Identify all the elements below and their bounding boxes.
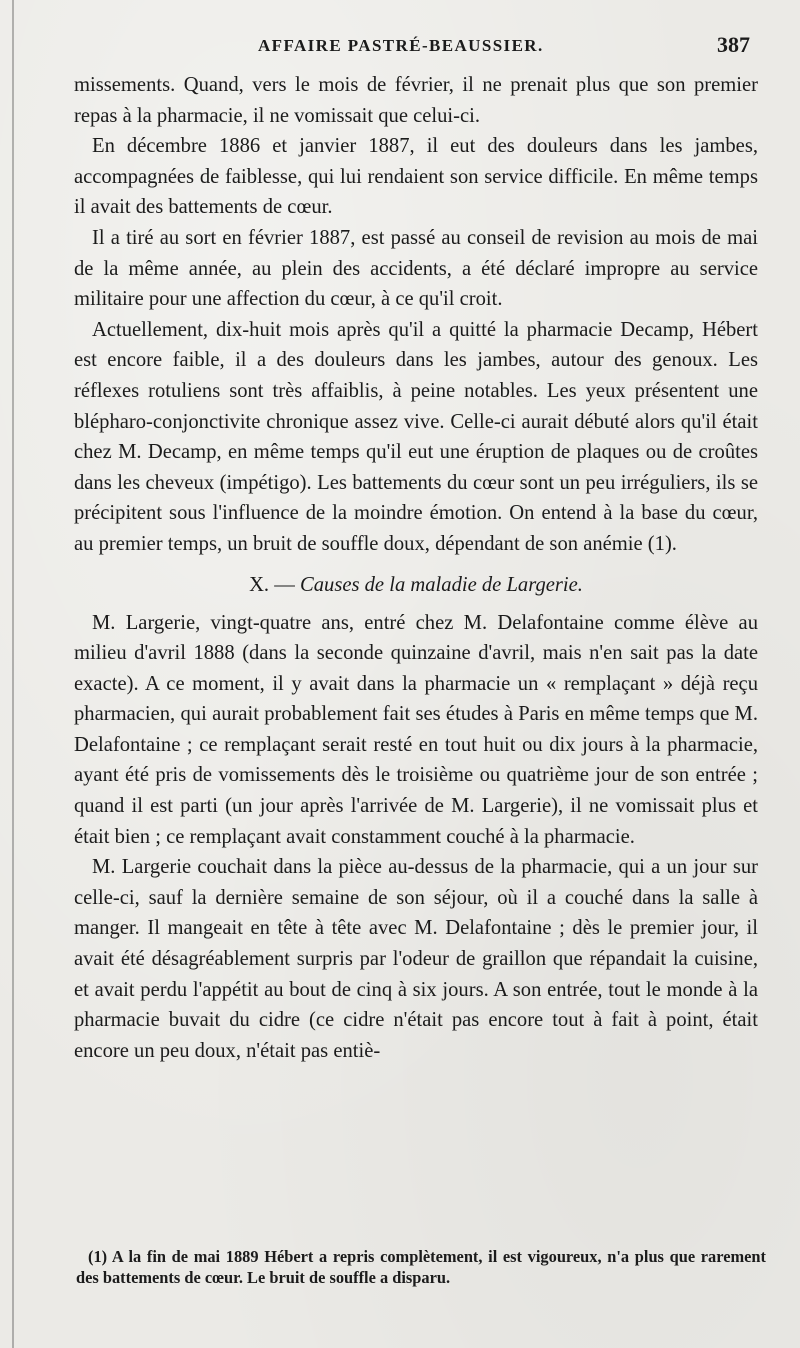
paragraph: Actuellement, dix-huit mois après qu'il a quitté la pharmacie Decamp, Hébert est encore faible, il a des douleurs dans les jambes, autour des genoux. Les réflexes rotuliens sont très affaiblis, à peine notables. Les yeux présentent une blépharo-conjonctivite chronique assez vive. Celle-ci aurait débuté alors qu'il était chez M. Decamp, en même temps qu'il eut une éruption de plaques ou de croûtes dans les cheveux (impétigo). Les battements du cœur sont un peu irréguliers, ils se précipitent sous l'influence de la moindre émotion. On entend à la base du cœur, au premier temps, un bruit de souffle doux, dépendant de son anémie (1).	[74, 318, 758, 555]
paragraph: M. Largerie couchait dans la pièce au-dessus de la pharmacie, qui a un jour sur celle-ci, sauf la dernière semaine de son séjour, où il a couché dans la salle à manger. Il mangeait en tête à tête avec M. Delafontaine ; dès le premier jour, il avait été désagréablement surpris par l'odeur de graillon que répandait la cuisine, et avait perdu l'appétit au bout de cinq à six jours. A son entrée, tout le monde à la pharmacie buvait du cidre (ce cidre n'était pas encore tout à fait à point, était encore un peu doux, n'était pas entiè-	[74, 856, 758, 1062]
section-title: Causes de la maladie de Largerie.	[299, 573, 583, 596]
section-heading	[74, 560, 758, 608]
page-gutter-edge	[12, 0, 14, 1348]
paragraph: Il a tiré au sort en février 1887, est passé au conseil de revision au mois de mai de la même année, au plein des accidents, a été déclaré impropre au service militaire pour une affection du cœur, à ce qu'il croit.	[74, 226, 758, 311]
running-title: AFFAIRE PASTRÉ-BEAUSSIER.	[258, 36, 544, 55]
section-number: X. —	[249, 573, 295, 596]
page-number: 387	[717, 32, 750, 57]
footnote-text: (1) A la fin de mai 1889 Hébert a repris complètement, il est vigoureux, n'a plus que rarement des battements de cœur. Le bruit de souffle a disparu.	[76, 1247, 766, 1287]
paragraph: M. Largerie, vingt-quatre ans, entré chez M. Delafontaine comme élève au milieu d'avril 1888 (dans la seconde quinzaine d'avril, mais n'en sait pas la date exacte). A ce moment, il y avait dans la pharmacie un « remplaçant » déjà reçu pharmacien, qui aurait probablement fait ses études à Paris en même temps que M. Delafontaine ; ce remplaçant serait resté en tout huit ou dix jours à la pharmacie, ayant été pris de vomissements dès le troisième ou quatrième jour de son entrée ; quand il est parti (un jour après l'arrivée de M. Largerie), il ne vomissait plus et était bien ; ce remplaçant avait constamment couché à la pharmacie.	[74, 611, 758, 848]
paragraph: En décembre 1886 et janvier 1887, il eut des douleurs dans les jambes, accompagnées de faiblesse, qui lui rendaient son service difficile. En même temps il avait des battements de cœur.	[74, 135, 758, 219]
page-header	[70, 32, 756, 62]
body-text	[74, 70, 758, 1066]
paragraph-continuation: missements. Quand, vers le mois de février, il ne prenait plus que son premier repas à la pharmacie, il ne vomissait que celui-ci.	[74, 74, 758, 127]
footnote	[76, 1246, 766, 1288]
